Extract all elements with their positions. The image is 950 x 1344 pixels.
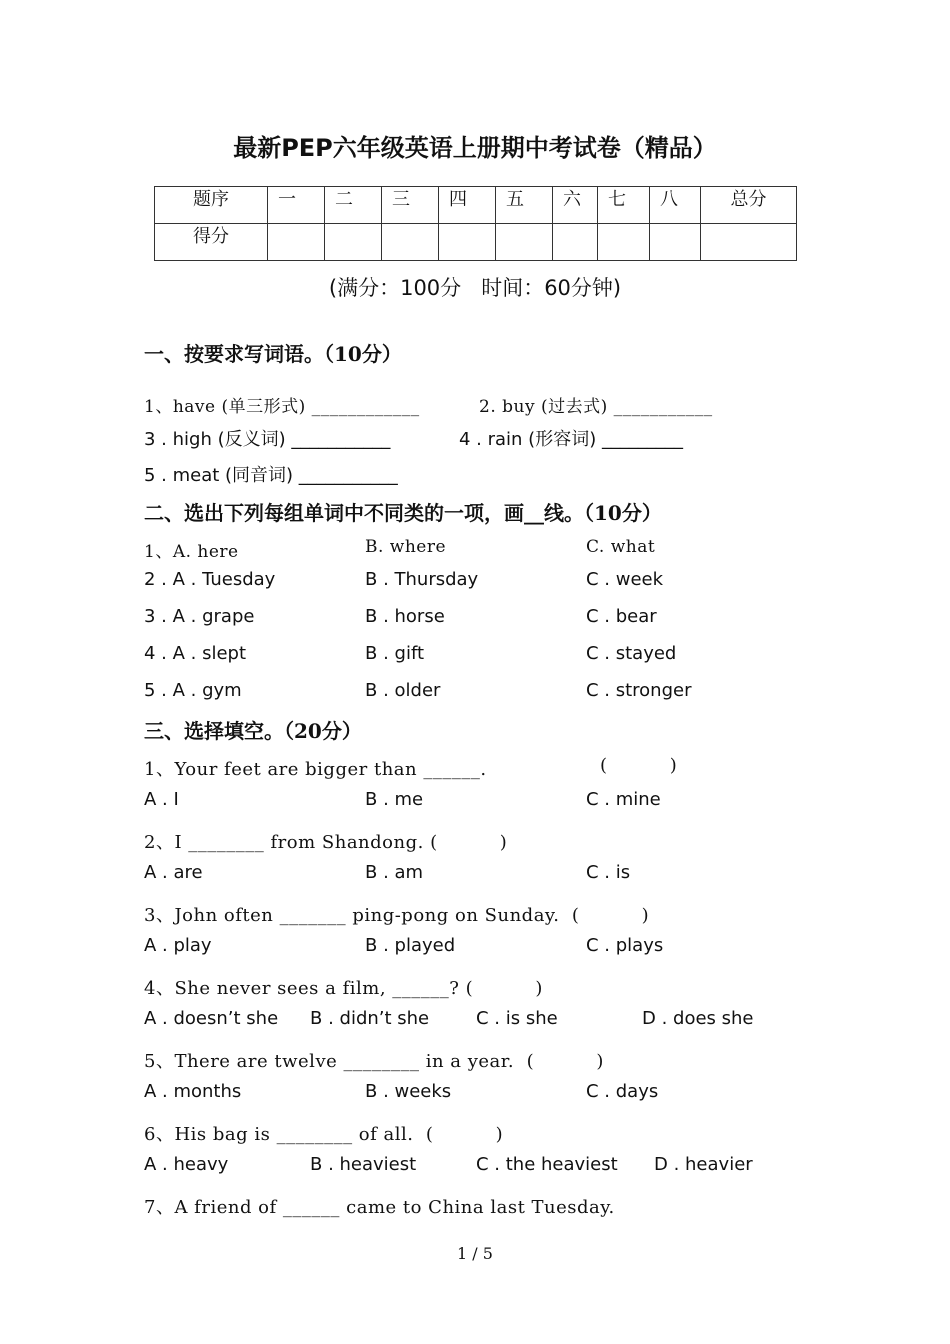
score-table-score-row bbox=[155, 224, 797, 261]
section3-q1-option-c: C . mine bbox=[586, 789, 661, 810]
section2-row4-a: 4 . A . slept bbox=[144, 643, 247, 664]
section3-q4-option-c: C . is she bbox=[476, 1008, 558, 1029]
section3-q5-option-c: C . days bbox=[586, 1081, 659, 1102]
section2-row1-b: B. where bbox=[365, 537, 447, 557]
section2-heading: 二、选出下列每组单词中不同类的一项，画__线。（10分） bbox=[144, 501, 662, 525]
header-cell-8: 八 bbox=[650, 187, 701, 224]
section2-row4-b: B . gift bbox=[365, 643, 425, 664]
section2-row3-b: B . horse bbox=[365, 606, 445, 627]
page-title: 最新PEP六年级英语上册期中考试卷（精品） bbox=[233, 134, 717, 162]
section1-heading: 一、按要求写词语。（10分） bbox=[144, 342, 402, 366]
section3-q5-option-a: A . months bbox=[144, 1081, 242, 1102]
score-cell[interactable] bbox=[650, 224, 701, 261]
section3-q4-option-a: A . doesn’t she bbox=[144, 1008, 279, 1029]
section2-row2-b: B . Thursday bbox=[365, 569, 479, 590]
section2-row4-c: C . stayed bbox=[586, 643, 677, 664]
section3-q5-option-b: B . weeks bbox=[365, 1081, 452, 1102]
score-cell[interactable] bbox=[268, 224, 325, 261]
score-row-label: 得分 bbox=[155, 224, 268, 261]
score-table bbox=[154, 186, 797, 261]
score-cell[interactable] bbox=[496, 224, 553, 261]
section2-row5-c: C . stronger bbox=[586, 680, 692, 701]
section3-q3-option-c: C . plays bbox=[586, 935, 664, 956]
score-table-header-row bbox=[155, 187, 797, 224]
header-cell-4: 四 bbox=[439, 187, 496, 224]
full-mark-time: (满分：100分 时间：60分钟) bbox=[328, 276, 622, 300]
section2-row2-a: 2 . A . Tuesday bbox=[144, 569, 276, 590]
section3-q3-option-a: A . play bbox=[144, 935, 212, 956]
section2-row3-a: 3 . A . grape bbox=[144, 606, 255, 627]
section3-q5-stem: 5、There are twelve ________ in a year. ( ) bbox=[144, 1051, 604, 1072]
section3-q1-stem: 1、Your feet are bigger than ______. bbox=[144, 759, 487, 780]
section1-q1: 1、have (单三形式) ____________ bbox=[144, 397, 420, 417]
section2-row5-b: B . older bbox=[365, 680, 441, 701]
section1-q5: 5 . meat (同音词) ___________ bbox=[144, 465, 398, 486]
section3-q3-option-b: B . played bbox=[365, 935, 456, 956]
section2-row1-c: C. what bbox=[586, 537, 656, 557]
section3-q4-option-b: B . didn’t she bbox=[310, 1008, 430, 1029]
section3-q2-option-c: C . is bbox=[586, 862, 631, 883]
page-number: 1 / 5 bbox=[457, 1244, 493, 1263]
section3-q6-option-b: B . heaviest bbox=[310, 1154, 417, 1175]
section2-row3-c: C . bear bbox=[586, 606, 657, 627]
section1-q4: 4 . rain (形容词) _________ bbox=[459, 429, 683, 450]
section3-q1-paren: ( ) bbox=[600, 755, 678, 776]
section3-q6-stem: 6、His bag is ________ of all. ( ) bbox=[144, 1124, 504, 1145]
header-cell-2: 二 bbox=[325, 187, 382, 224]
section3-heading: 三、选择填空。（20分） bbox=[144, 719, 362, 743]
header-cell-1: 一 bbox=[268, 187, 325, 224]
section3-q1-option-b: B . me bbox=[365, 789, 424, 810]
score-cell[interactable] bbox=[325, 224, 382, 261]
section1-q2: 2. buy (过去式) ___________ bbox=[479, 397, 713, 417]
section3-q2-option-a: A . are bbox=[144, 862, 203, 883]
section3-q4-option-d: D . does she bbox=[642, 1008, 754, 1029]
header-cell-3: 三 bbox=[382, 187, 439, 224]
header-cell-6: 六 bbox=[553, 187, 598, 224]
section2-row5-a: 5 . A . gym bbox=[144, 680, 242, 701]
score-cell[interactable] bbox=[598, 224, 650, 261]
section3-q2-stem: 2、I ________ from Shandong. ( ) bbox=[144, 832, 508, 853]
section3-q7-stem: 7、A friend of ______ came to China last Tuesday. bbox=[144, 1197, 615, 1218]
score-cell[interactable] bbox=[382, 224, 439, 261]
header-cell-total: 总分 bbox=[701, 187, 797, 224]
section2-row1-a: 1、A. here bbox=[144, 542, 239, 562]
header-cell-5: 五 bbox=[496, 187, 553, 224]
section2-row2-c: C . week bbox=[586, 569, 664, 590]
section3-q6-option-d: D . heavier bbox=[654, 1154, 753, 1175]
section3-q1-option-a: A . I bbox=[144, 789, 179, 810]
section1-q3: 3 . high (反义词) ___________ bbox=[144, 429, 391, 450]
score-cell[interactable] bbox=[553, 224, 598, 261]
section3-q3-stem: 3、John often _______ ping-pong on Sunday. ( ) bbox=[144, 905, 650, 926]
header-cell-7: 七 bbox=[598, 187, 650, 224]
section3-q6-option-c: C . the heaviest bbox=[476, 1154, 618, 1175]
header-cell-order: 题序 bbox=[155, 187, 268, 224]
section3-q4-stem: 4、She never sees a film, ______? ( ) bbox=[144, 978, 543, 999]
score-cell[interactable] bbox=[701, 224, 797, 261]
score-cell[interactable] bbox=[439, 224, 496, 261]
section3-q2-option-b: B . am bbox=[365, 862, 424, 883]
section3-q6-option-a: A . heavy bbox=[144, 1154, 229, 1175]
